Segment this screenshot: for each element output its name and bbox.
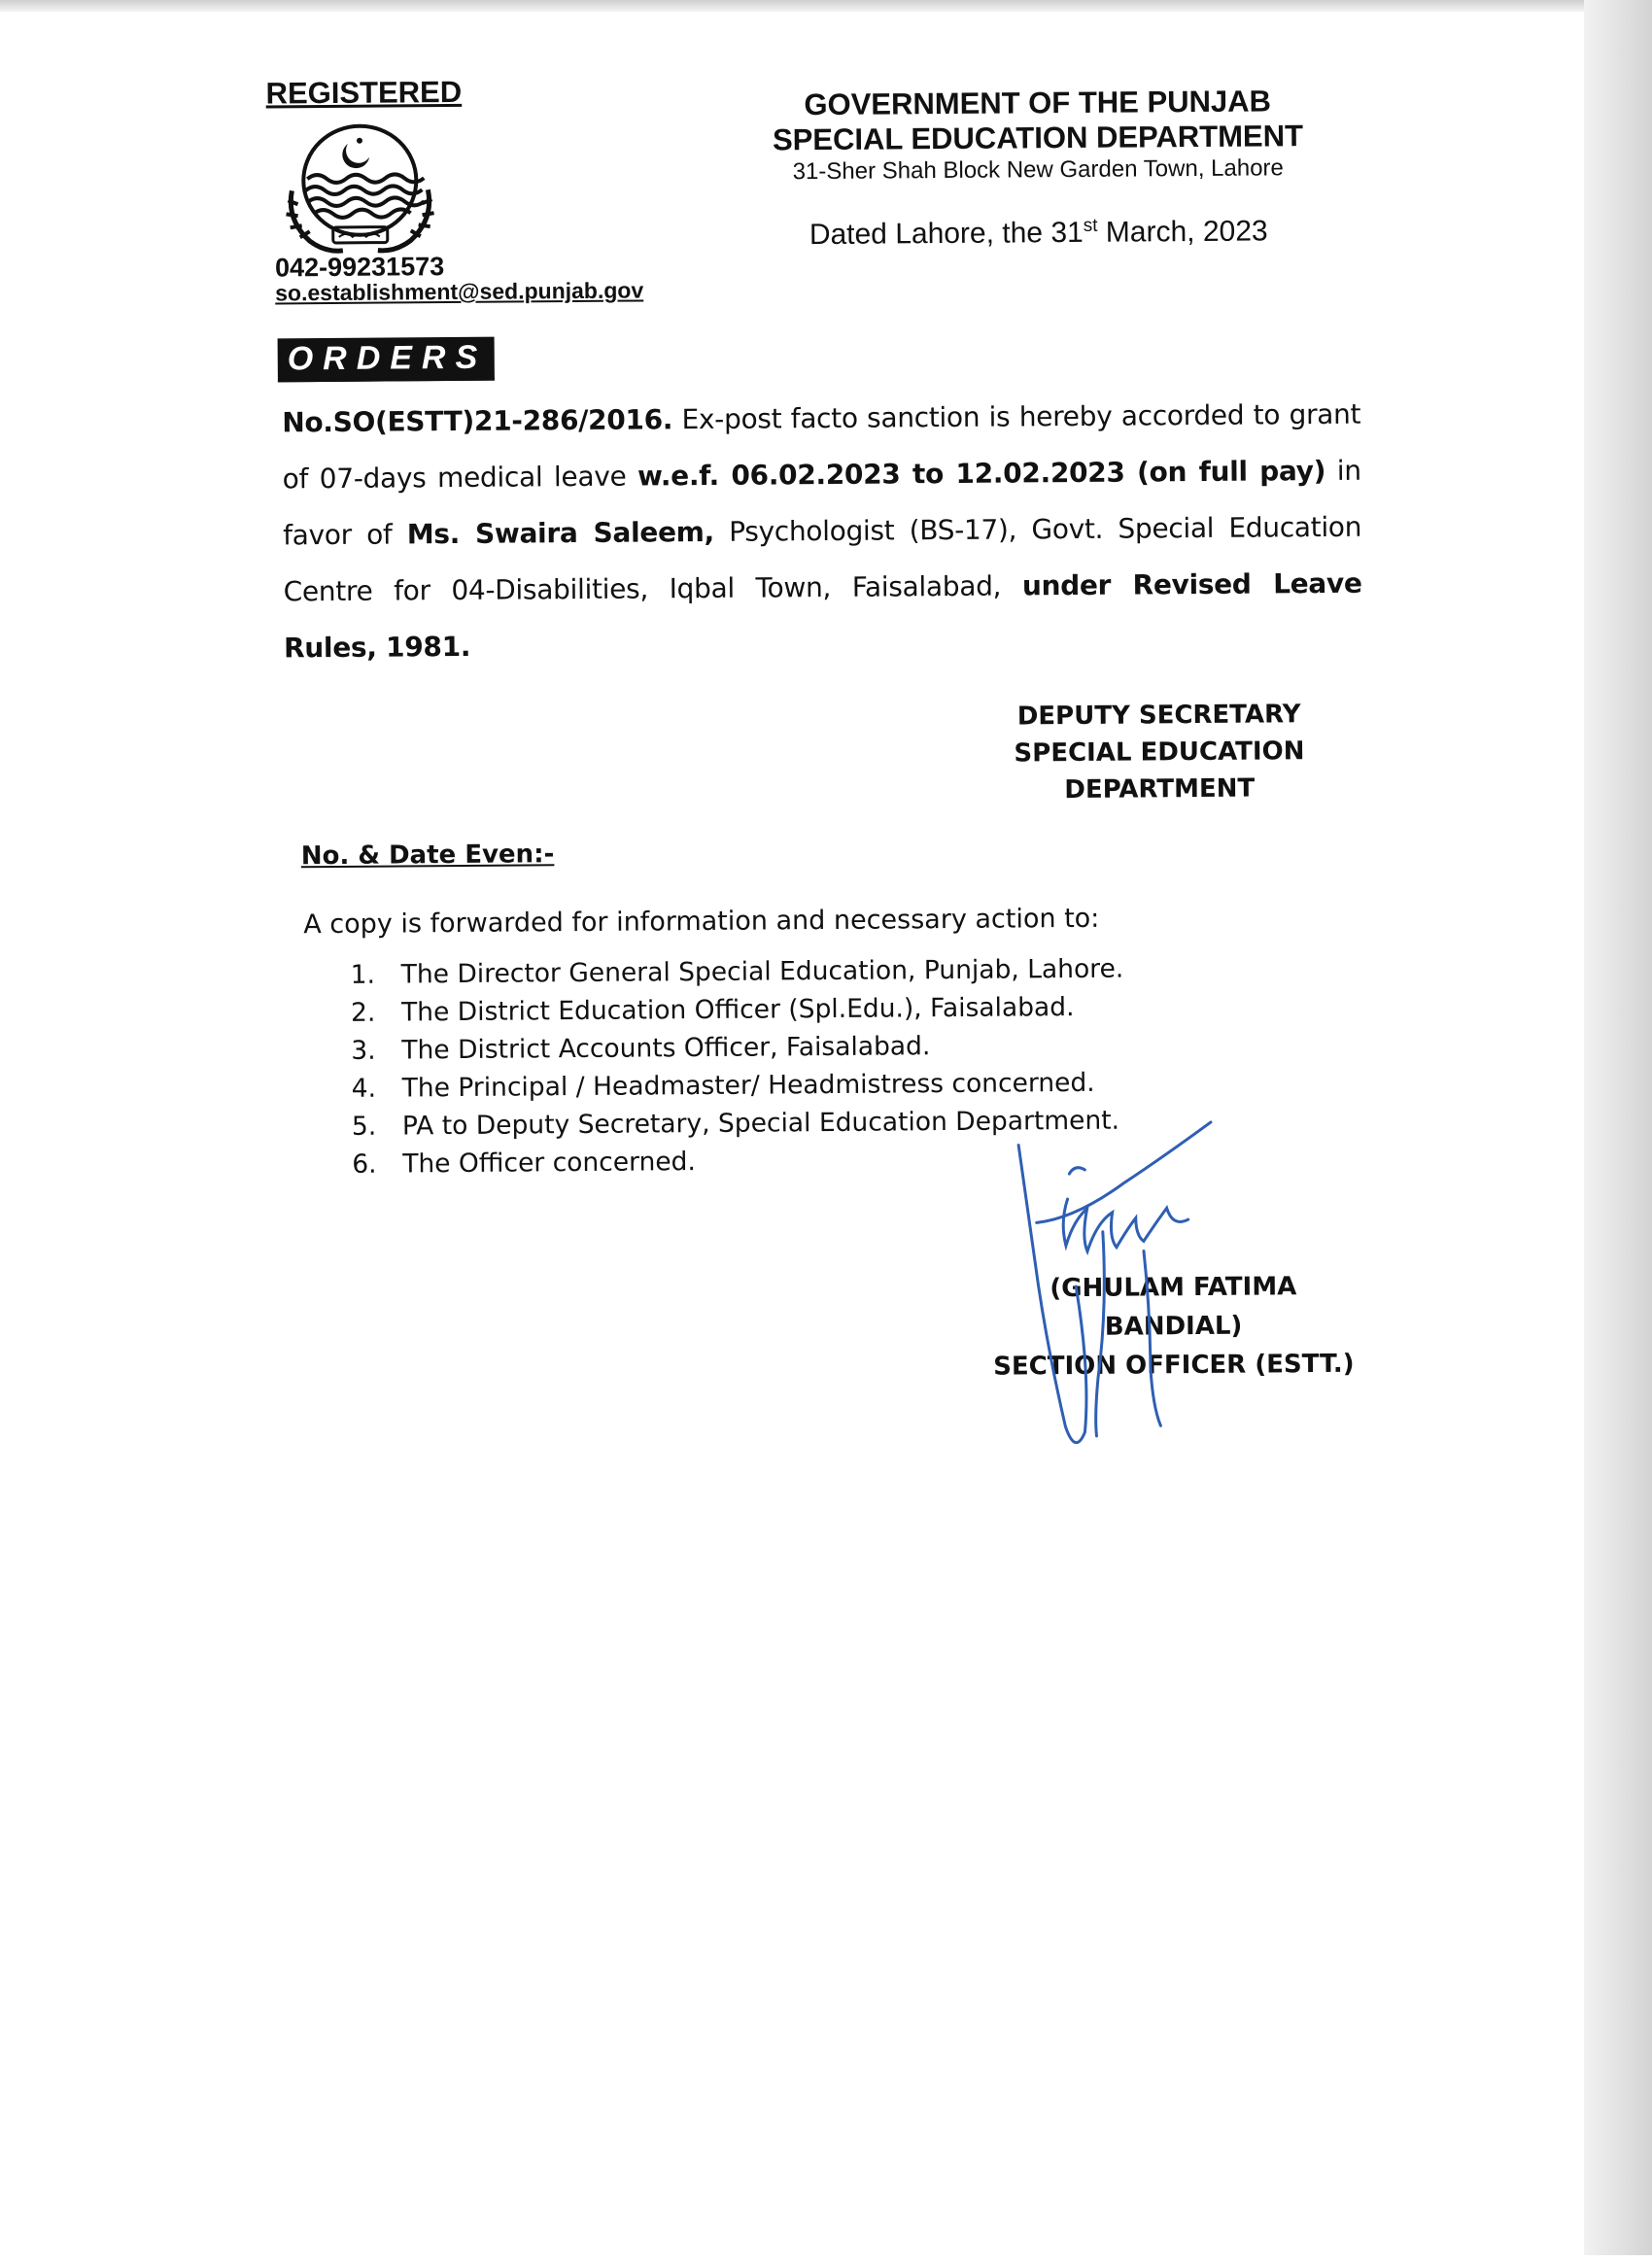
list-text: The Director General Special Education, Punjab, Lahore. [400, 953, 1124, 990]
leave-rules: under Revised Leave Rules, 1981. [283, 566, 1362, 665]
no-date-even-heading: No. & Date Even:- [300, 840, 555, 872]
date-suffix: March, 2023 [1097, 215, 1268, 249]
department-name: SPECIAL EDUCATION DEPARTMENT [772, 119, 1304, 157]
list-number: 6. [352, 1148, 377, 1180]
order-text-2: in favor of [283, 454, 1361, 552]
designation-line-2: SPECIAL EDUCATION [1014, 737, 1305, 769]
date-line [747, 214, 1330, 253]
department-address: 31-Sher Shah Block New Garden Town, Lahore [792, 154, 1284, 186]
date-prefix: Dated Lahore, the 31 [809, 216, 1084, 252]
designation-line-1: DEPUTY SECRETARY [1016, 700, 1301, 732]
deputy-secretary-block [975, 696, 1345, 809]
list-text: PA to Deputy Secretary, Special Education Department. [401, 1105, 1120, 1142]
order-reference: No.SO(ESTT)21-286/2016. [282, 403, 673, 439]
signatory-title: SECTION OFFICER (ESTT.) [993, 1349, 1355, 1382]
employee-name: Ms. Swaira Saleem, [406, 515, 715, 551]
letterhead [746, 84, 1330, 158]
order-text-1: Ex-post facto sanction is hereby accorded to grant of 07-days medical leave [282, 397, 1361, 496]
email-address: so.establishment@sed.punjab.gov [275, 277, 644, 306]
punjab-emblem-icon [278, 121, 442, 258]
signatory-name: (GHULAM FATIMA BANDIAL) [1050, 1272, 1297, 1342]
order-text-3: Psychologist (BS-17), Govt. Special Education Centre for 04-Disabilities, Iqbal Town, Faisalabad, [283, 510, 1362, 608]
orders-heading: ORDERS [278, 337, 496, 383]
list-text: The District Education Officer (Spl.Edu.), Faisalabad. [400, 992, 1075, 1028]
list-number: 1. [350, 959, 376, 990]
list-item [351, 988, 1124, 1032]
list-text: The District Accounts Officer, Faisalabad. [401, 1031, 931, 1066]
date-superscript: st [1083, 215, 1098, 236]
list-number: 4. [351, 1073, 377, 1104]
list-number: 3. [351, 1035, 376, 1066]
list-number: 2. [350, 997, 376, 1028]
order-body [282, 387, 1362, 677]
phone-number: 042-99231573 [274, 252, 445, 283]
handwritten-signature-icon [997, 1114, 1253, 1466]
designation-line-3: DEPARTMENT [1064, 773, 1256, 805]
leave-period: w.e.f. 06.02.2023 to 12.02.2023 (on full pay) [637, 454, 1326, 493]
list-item [351, 1026, 1124, 1070]
government-name: GOVERNMENT OF THE PUNJAB [804, 84, 1272, 122]
list-text: The Officer concerned. [402, 1147, 696, 1180]
list-item [351, 1064, 1124, 1108]
list-text: The Principal / Headmaster/ Headmistress concerned. [401, 1067, 1095, 1104]
registered-label: REGISTERED [265, 74, 463, 111]
list-item [351, 950, 1124, 994]
forward-text: A copy is forwarded for information and necessary action to: [303, 903, 1100, 941]
list-number: 5. [351, 1111, 377, 1142]
